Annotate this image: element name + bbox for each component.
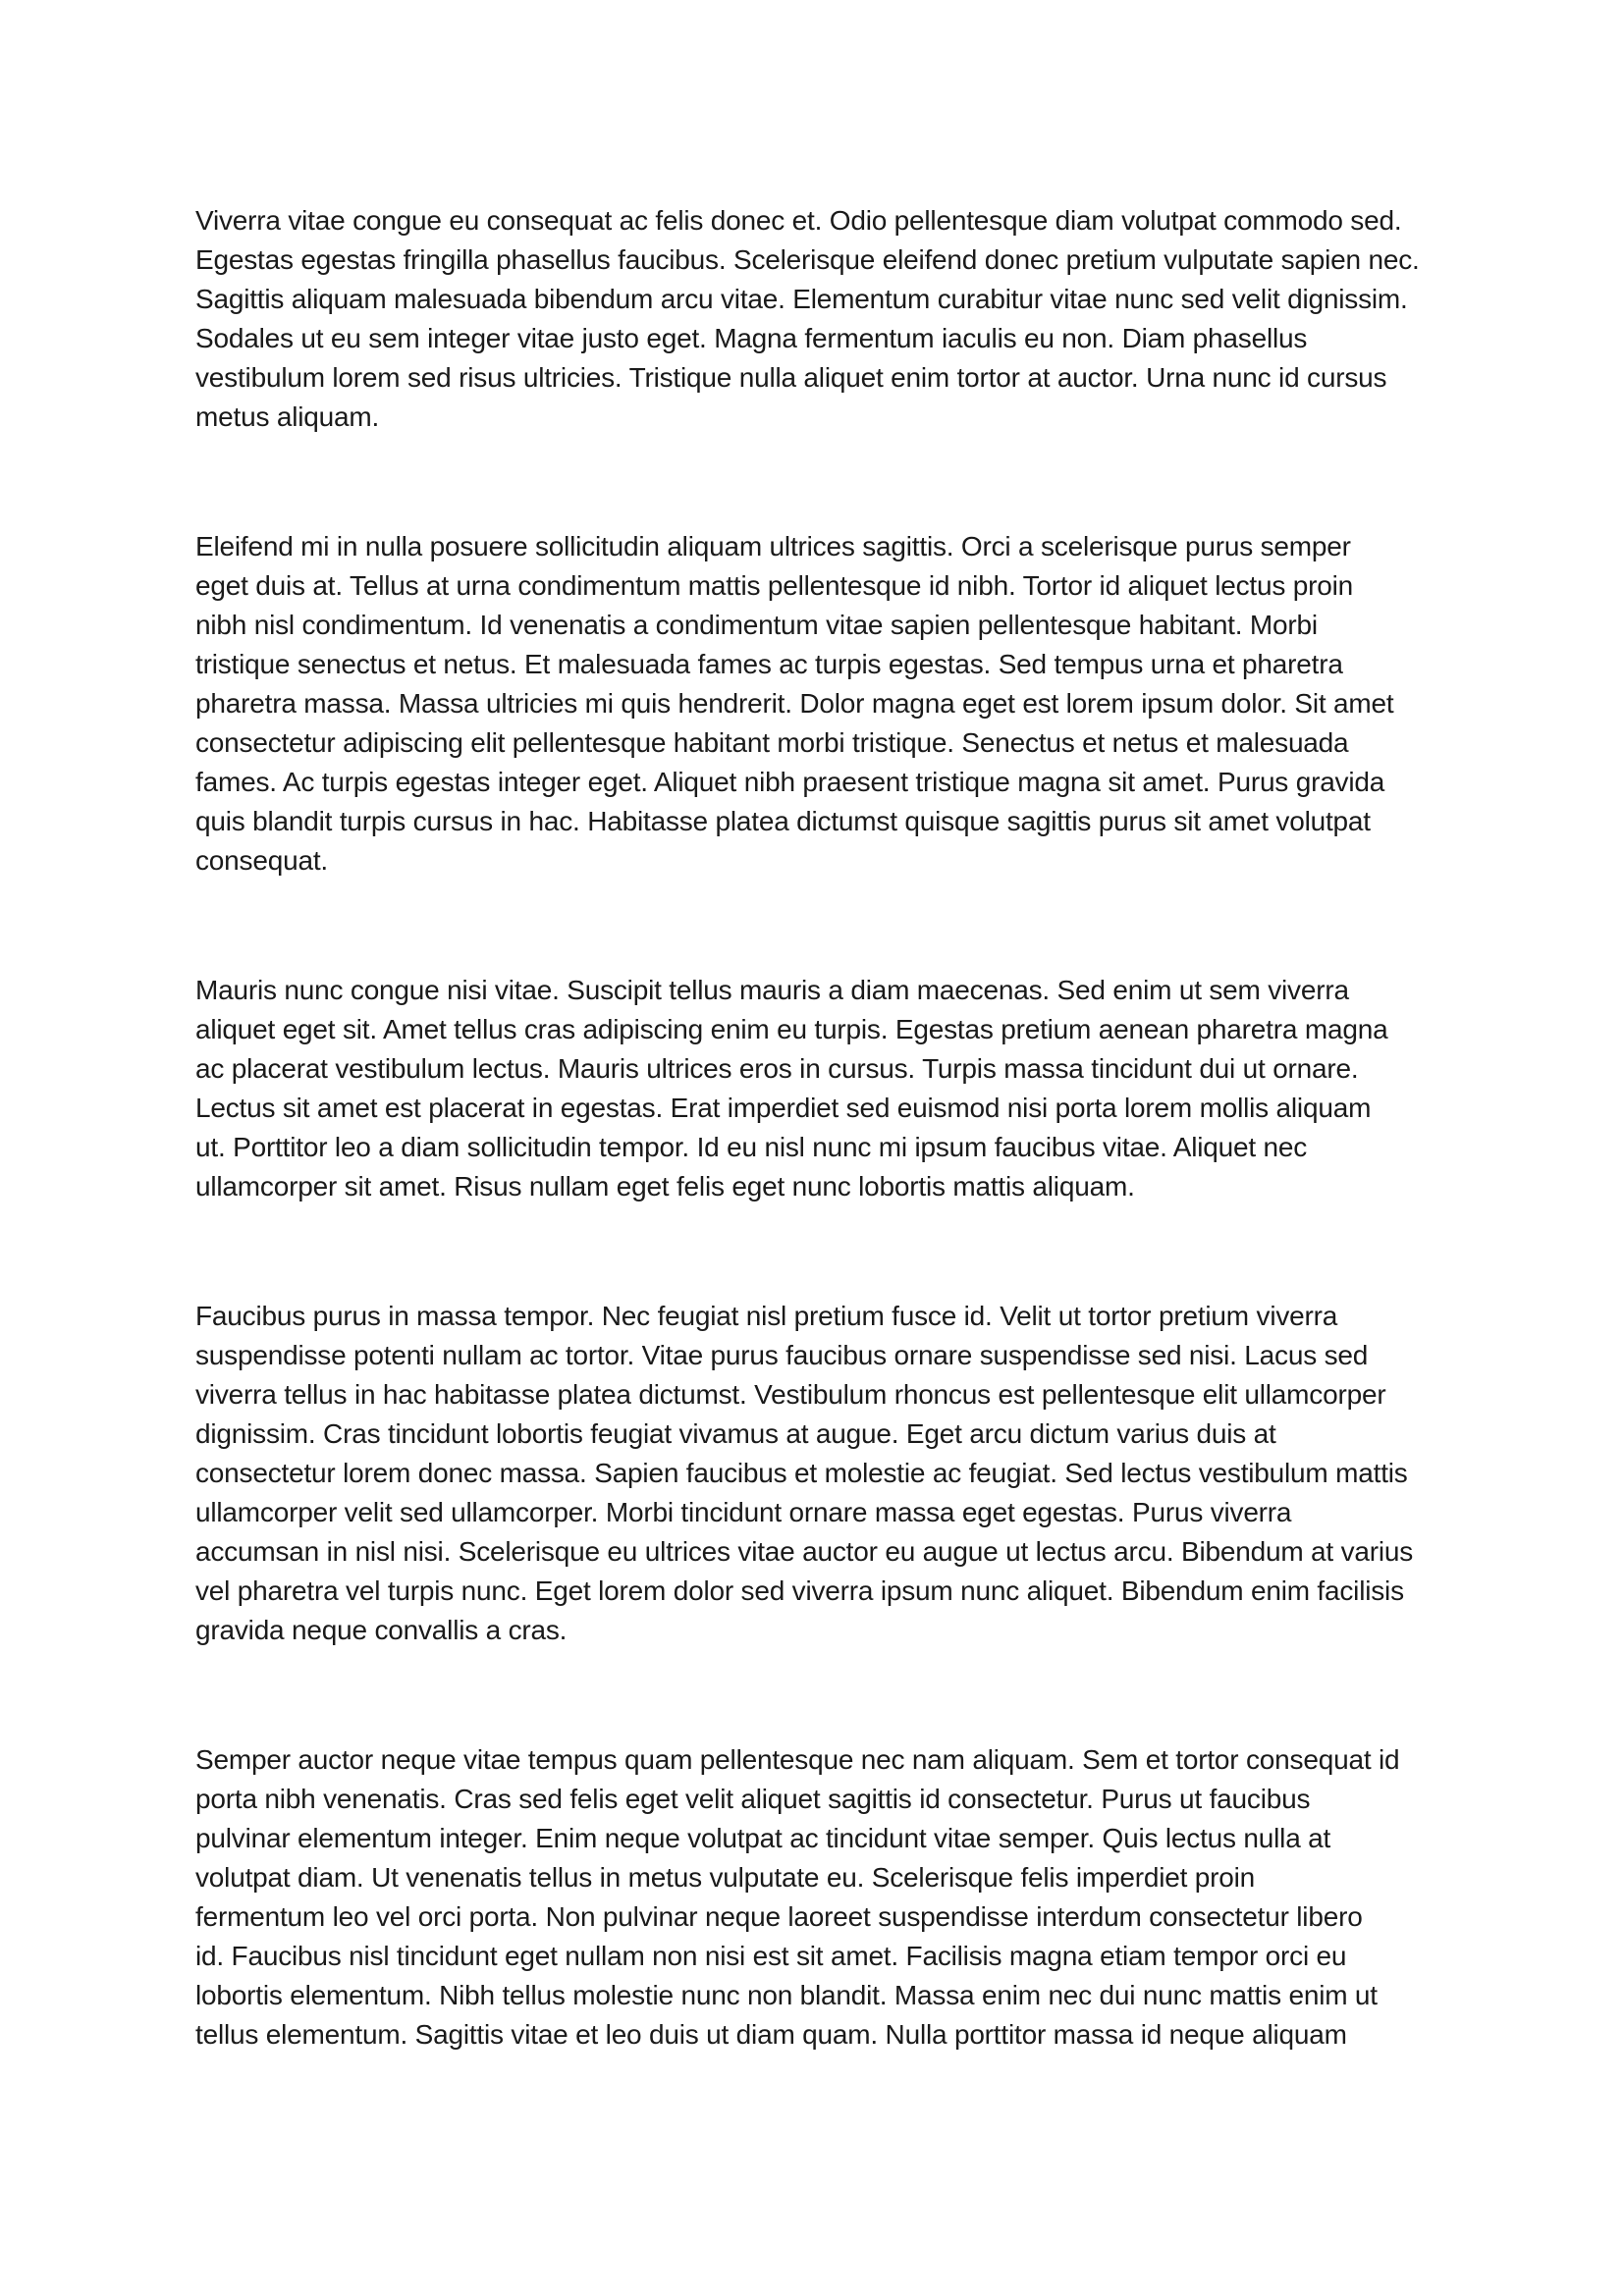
text-line: tellus elementum. Sagittis vitae et leo duis ut diam quam. Nulla porttitor massa id neque aliquam xyxy=(195,2019,1347,2050)
text-line: volutpat diam. Ut venenatis tellus in metus vulputate eu. Scelerisque felis imperdiet proin xyxy=(195,1862,1256,1893)
text-line: consectetur lorem donec massa. Sapien faucibus et molestie ac feugiat. Sed lectus vestibulum mattis xyxy=(195,1458,1408,1488)
text-line: nibh nisl condimentum. Id venenatis a condimentum vitae sapien pellentesque habitant. Morbi xyxy=(195,610,1318,640)
text-line: quis blandit turpis cursus in hac. Habitasse platea dictumst quisque sagittis purus sit amet volutpat xyxy=(195,806,1371,836)
text-line: tristique senectus et netus. Et malesuada fames ac turpis egestas. Sed tempus urna et pharetra xyxy=(195,649,1343,679)
text-line: fermentum leo vel orci porta. Non pulvinar neque laoreet suspendisse interdum consectetur libero xyxy=(195,1901,1363,1932)
text-line: consequat. xyxy=(195,845,328,876)
text-line: Viverra vitae congue eu consequat ac felis donec et. Odio pellentesque diam volutpat commodo sed. xyxy=(195,205,1402,236)
text-line: pulvinar elementum integer. Enim neque volutpat ac tincidunt vitae semper. Quis lectus nulla at xyxy=(195,1823,1331,1853)
paragraph-4 xyxy=(195,1297,1491,1650)
text-line: ac placerat vestibulum lectus. Mauris ultrices eros in cursus. Turpis massa tincidunt dui ut ornare. xyxy=(195,1053,1359,1084)
text-line: pharetra massa. Massa ultricies mi quis hendrerit. Dolor magna eget est lorem ipsum dolor. Sit amet xyxy=(195,688,1394,719)
text-line: ut. Porttitor leo a diam sollicitudin tempor. Id eu nisl nunc mi ipsum faucibus vitae. Aliquet nec xyxy=(195,1132,1308,1162)
text-line: porta nibh venenatis. Cras sed felis eget velit aliquet sagittis id consectetur. Purus ut faucibus xyxy=(195,1784,1311,1814)
text-line: vel pharetra vel turpis nunc. Eget lorem dolor sed viverra ipsum nunc aliquet. Bibendum enim facilisis xyxy=(195,1575,1404,1606)
text-line: Egestas egestas fringilla phasellus faucibus. Scelerisque eleifend donec pretium vulputate sapien nec. xyxy=(195,244,1420,275)
paragraph-5 xyxy=(195,1740,1491,2055)
text-block xyxy=(195,201,1491,2145)
text-line: lobortis elementum. Nibh tellus molestie nunc non blandit. Massa enim nec dui nunc mattis enim ut xyxy=(195,1980,1378,2010)
text-line: Eleifend mi in nulla posuere sollicitudin aliquam ultrices sagittis. Orci a scelerisque purus semper xyxy=(195,531,1351,561)
text-line: Sodales ut eu sem integer vitae justo eget. Magna fermentum iaculis eu non. Diam phasellus xyxy=(195,323,1308,353)
paragraph-1 xyxy=(195,201,1491,437)
text-line: eget duis at. Tellus at urna condimentum mattis pellentesque id nibh. Tortor id aliquet lectus proin xyxy=(195,570,1353,601)
paragraph-2 xyxy=(195,527,1491,881)
text-line: gravida neque convallis a cras. xyxy=(195,1615,568,1645)
text-line: accumsan in nisl nisi. Scelerisque eu ultrices vitae auctor eu augue ut lectus arcu. Bibendum at varius xyxy=(195,1536,1414,1567)
text-line: metus aliquam. xyxy=(195,401,380,432)
text-line: aliquet eget sit. Amet tellus cras adipiscing enim eu turpis. Egestas pretium aenean pharetra magna xyxy=(195,1014,1388,1044)
text-line: Mauris nunc congue nisi vitae. Suscipit tellus mauris a diam maecenas. Sed enim ut sem viverra xyxy=(195,975,1349,1005)
text-line: ullamcorper sit amet. Risus nullam eget felis eget nunc lobortis mattis aliquam. xyxy=(195,1171,1135,1201)
text-line: ullamcorper velit sed ullamcorper. Morbi tincidunt ornare massa eget egestas. Purus viverra xyxy=(195,1497,1292,1527)
text-line: dignissim. Cras tincidunt lobortis feugiat vivamus at augue. Eget arcu dictum varius duis at xyxy=(195,1418,1276,1449)
text-line: suspendisse potenti nullam ac tortor. Vitae purus faucibus ornare suspendisse sed nisi. Lacus sed xyxy=(195,1340,1369,1370)
text-line: Sagittis aliquam malesuada bibendum arcu vitae. Elementum curabitur vitae nunc sed velit dignissim. xyxy=(195,284,1408,314)
text-line: Lectus sit amet est placerat in egestas. Erat imperdiet sed euismod nisi porta lorem mollis aliquam xyxy=(195,1093,1372,1123)
text-line: fames. Ac turpis egestas integer eget. Aliquet nibh praesent tristique magna sit amet. Purus gravida xyxy=(195,767,1385,797)
text-line: vestibulum lorem sed risus ultricies. Tristique nulla aliquet enim tortor at auctor. Urna nunc id cursus xyxy=(195,362,1387,393)
text-line: id. Faucibus nisl tincidunt eget nullam non nisi est sit amet. Facilisis magna etiam tempor orci eu xyxy=(195,1941,1347,1971)
text-line: viverra tellus in hac habitasse platea dictumst. Vestibulum rhoncus est pellentesque elit ullamcorper xyxy=(195,1379,1386,1410)
paragraph-3 xyxy=(195,971,1491,1206)
text-line: Faucibus purus in massa tempor. Nec feugiat nisl pretium fusce id. Velit ut tortor pretium viverra xyxy=(195,1301,1338,1331)
text-line: Semper auctor neque vitae tempus quam pellentesque nec nam aliquam. Sem et tortor consequat id xyxy=(195,1744,1400,1775)
text-line: consectetur adipiscing elit pellentesque habitant morbi tristique. Senectus et netus et malesuada xyxy=(195,727,1349,758)
